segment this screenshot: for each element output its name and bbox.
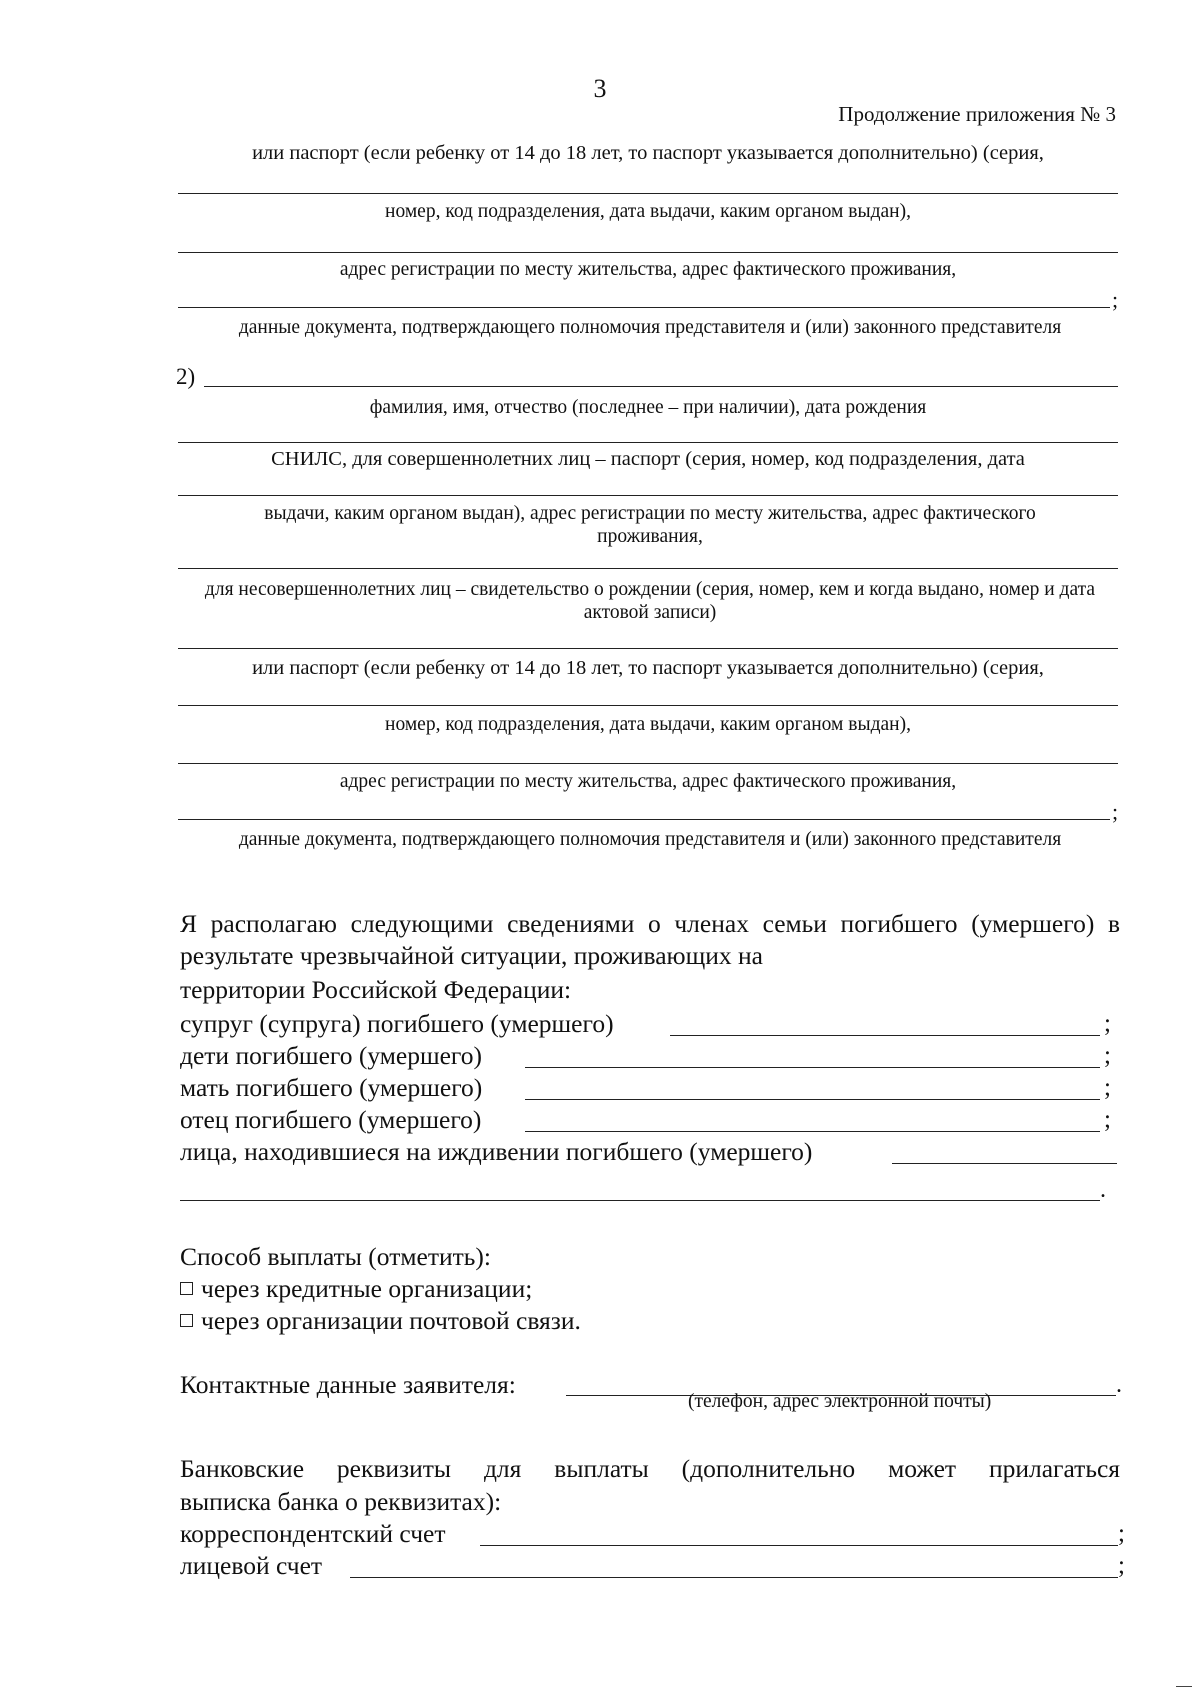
payment-title: Способ выплаты (отметить): <box>180 1242 491 1271</box>
corr-account-field[interactable] <box>480 1545 1118 1546</box>
payment-option-credit[interactable] <box>180 1274 532 1304</box>
caption-snils: СНИЛС, для совершеннолетних лиц – паспорт (серия, номер, код подразделения, дата <box>271 448 1025 470</box>
caption-passport-number: номер, код подразделения, дата выдачи, каким органом выдан), <box>385 201 911 222</box>
family-intro-end: территории Российской Федерации: <box>180 975 572 1004</box>
dependents-field[interactable] <box>892 1163 1117 1164</box>
period: . <box>1100 1177 1106 1203</box>
fill-line[interactable] <box>178 307 1110 308</box>
checkbox-credit[interactable] <box>180 1282 193 1295</box>
fill-line[interactable] <box>178 763 1118 764</box>
scan-mark <box>1176 1686 1192 1687</box>
father-field[interactable] <box>525 1131 1100 1132</box>
payment-option-post[interactable] <box>180 1306 581 1336</box>
bank-intro-end: выписка банка о реквизитах): <box>180 1487 502 1516</box>
fill-line[interactable] <box>178 193 1118 194</box>
dependents-field-2[interactable] <box>180 1200 1100 1201</box>
semicolon: ; <box>1104 1074 1111 1101</box>
semicolon: ; <box>1104 1010 1111 1037</box>
fill-line[interactable] <box>178 442 1118 443</box>
semicolon: ; <box>1118 1552 1125 1579</box>
item-number: 2) <box>176 364 196 389</box>
family-intro: Я располагаю следующими сведениями о членах семьи погибшего (умершего) в результате чрезвычайной ситуации, проживающих на <box>180 909 1120 970</box>
semicolon: ; <box>1118 1520 1125 1547</box>
label-personal-account: лицевой счет <box>180 1551 323 1580</box>
payment-option-post-label: через организации почтовой связи. <box>201 1306 581 1335</box>
contacts-label: Контактные данные заявителя: <box>180 1370 516 1399</box>
fill-line[interactable] <box>178 705 1118 706</box>
caption-issue: выдачи, каким органом выдан), адрес регистрации по месту жительства, адрес фактического проживания, <box>264 503 1036 547</box>
fill-line[interactable] <box>178 648 1118 649</box>
continuation-label: Продолжение приложения № 3 <box>838 102 1116 126</box>
fill-line[interactable] <box>178 819 1110 820</box>
semicolon: ; <box>1104 1106 1111 1133</box>
semicolon: ; <box>1112 287 1119 312</box>
passport-line: или паспорт (если ребенку от 14 до 18 лет, то паспорт указывается дополнительно) (серия, <box>252 142 1044 164</box>
caption-passport: или паспорт (если ребенку от 14 до 18 лет, то паспорт указывается дополнительно) (серия, <box>252 657 1044 679</box>
fill-line[interactable] <box>178 568 1118 569</box>
caption-address: адрес регистрации по месту жительства, адрес фактического проживания, <box>339 259 957 280</box>
page-number: 3 <box>593 74 607 103</box>
bank-intro: Банковские реквизиты для выплаты (дополнительно может прилагаться <box>180 1454 1120 1483</box>
semicolon: ; <box>1112 799 1119 824</box>
label-corr-account: корреспондентский счет <box>180 1519 446 1548</box>
personal-account-field[interactable] <box>350 1577 1118 1578</box>
fill-line[interactable] <box>178 252 1118 253</box>
label-mother: мать погибшего (умершего) <box>180 1073 483 1102</box>
caption-fio: фамилия, имя, отчество (последнее – при наличии), дата рождения <box>369 397 927 418</box>
caption-representative-2: данные документа, подтверждающего полномочия представителя и (или) законного представителя <box>238 829 1062 850</box>
caption-passport-number-2: номер, код подразделения, дата выдачи, каким органом выдан), <box>385 714 911 735</box>
caption-address-2: адрес регистрации по месту жительства, адрес фактического проживания, <box>339 771 957 792</box>
children-field[interactable] <box>525 1067 1100 1068</box>
label-father: отец погибшего (умершего) <box>180 1105 482 1134</box>
label-dependents: лица, находившиеся на иждивении погибшего (умершего) <box>180 1137 813 1166</box>
fill-line[interactable] <box>178 495 1118 496</box>
caption-representative: данные документа, подтверждающего полномочия представителя и (или) законного представителя <box>238 317 1062 338</box>
spouse-field[interactable] <box>670 1035 1100 1036</box>
caption-minor: для несовершеннолетних лиц – свидетельство о рождении (серия, номер, кем и когда выдано, номер и дата актовой записи) <box>204 579 1096 623</box>
semicolon: ; <box>1104 1042 1111 1069</box>
label-children: дети погибшего (умершего) <box>180 1041 482 1070</box>
period: . <box>1116 1372 1122 1398</box>
contacts-caption: (телефон, адрес электронной почты) <box>688 1391 992 1412</box>
label-spouse: супруг (супруга) погибшего (умершего) <box>180 1009 614 1038</box>
payment-option-credit-label: через кредитные организации; <box>201 1274 533 1303</box>
checkbox-post[interactable] <box>180 1314 193 1327</box>
fill-line[interactable] <box>204 386 1118 387</box>
mother-field[interactable] <box>525 1099 1100 1100</box>
